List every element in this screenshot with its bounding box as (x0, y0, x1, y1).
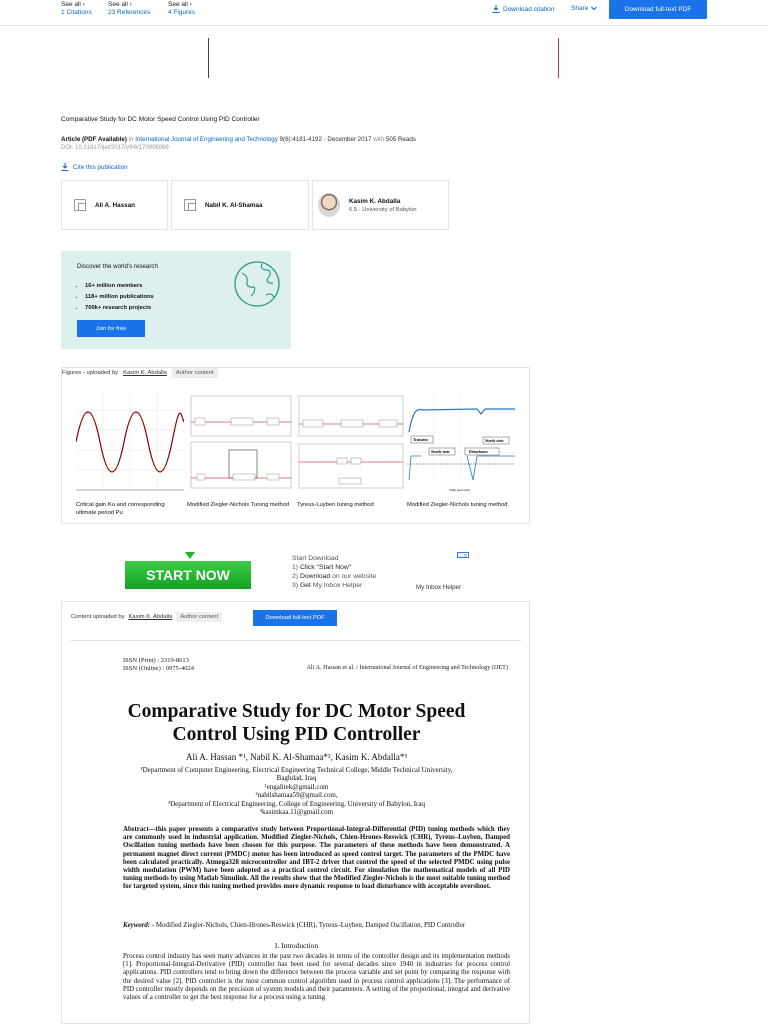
start-now-button[interactable]: START NOW (125, 561, 251, 589)
figure-caption: Modified Ziegler-Nichols Tuning method (187, 502, 290, 508)
avatar[interactable] (318, 193, 340, 217)
figures-stat[interactable] (168, 1, 195, 17)
references-stat[interactable] (108, 1, 150, 17)
discover-heading: Discover the world's research (77, 263, 158, 270)
figure-thumbnail[interactable] (407, 392, 517, 509)
publication-type: Article (PDF Available) (61, 136, 127, 143)
figures-header (62, 368, 218, 378)
divider (70, 640, 521, 641)
issn-print: ISSN (Print) : 2319-8613 (123, 657, 189, 664)
figures-panel (61, 367, 530, 524)
join-for-free-button[interactable]: Join for free (77, 320, 145, 337)
running-header: Ali A. Hassan et al. / International Journal of Engineering and Technology (IJET) (306, 664, 508, 671)
author-name[interactable]: Kasim K. Abdalla (349, 197, 401, 205)
figure-caption: Tyreus-Luyben tuning method (297, 502, 374, 508)
divider (558, 38, 559, 78)
figure-thumbnail[interactable] (76, 392, 186, 517)
citations-count[interactable]: 1 Citations (61, 9, 92, 16)
figure-image (407, 392, 515, 494)
list-item: • 16+ million members (85, 281, 154, 292)
issn-online: ISSN (Online) : 0975-4024 (123, 665, 194, 672)
publication-details: 9(6):4181-4192 · December 2017 (279, 136, 372, 143)
cite-publication-button[interactable] (61, 163, 128, 171)
uploader-link[interactable]: Kasim K. Abdalla (128, 614, 173, 620)
share-label: Share (571, 5, 589, 12)
figures-header-label: Figures - uploaded by (62, 370, 119, 376)
list-item: • 700k+ research projects (85, 303, 154, 314)
in-label: in (128, 136, 134, 143)
download-icon (492, 5, 500, 13)
download-full-text-button[interactable]: Download full-text PDF (253, 610, 337, 626)
author-content-badge: Author content (176, 612, 222, 622)
doi[interactable]: DOI: 10.21817/ijet/2017/v9i6/170906069 (61, 145, 169, 151)
paper-intro: Process control industry has seen many advances in the past two decades in terms of the controller design and its implementation methods [1]. Proportional-Integral-Derivative (PID) controller has been used for several decades since 1940 in industries for process control applications. PID controllers tend to bring down the difference between the process variable and set point by comparing the response with the desired value [2]. PID controller is the most common control algorithm used in process control applications [3]. The performance of PID controller mostly depends on the precision of system models and their parameters. A setting of the proportional, integral and derivative values of a controller to get the best response for a process using a tuning (123, 953, 510, 1002)
paper-keywords: Keyword: - Modified Ziegler-Nichols, Chien-Hrones-Reswick (CHR), Tyreus–Luyben, Damped Oscillation, PID Controller (123, 922, 466, 929)
fig4-xlabel: Time (seconds) (449, 488, 470, 492)
top-bar (0, 0, 768, 26)
author-card[interactable] (312, 180, 449, 230)
author-name[interactable]: Ali A. Hassan (95, 201, 136, 209)
paper-title: Comparative Study for DC Motor Speed Control Using PID Controller (127, 701, 466, 745)
figures-count[interactable]: 4 Figures (168, 9, 196, 16)
ad-line: 2) Download on our website (292, 573, 377, 580)
paper-preview (61, 601, 530, 1024)
see-all-link[interactable]: See all › (61, 1, 85, 8)
ad-banner[interactable] (123, 549, 473, 599)
paper-authors: Ali A. Hassan *¹, Nabil K. Al-Shamaa*², Kasim K. Abdalla*³ (185, 752, 408, 762)
fig4-label-disturbance: Disturbance (469, 450, 488, 454)
cite-label: Cite this publication (73, 163, 128, 171)
author-name[interactable]: Nabil K. Al-Shamaa (205, 201, 263, 209)
with-label: with (373, 136, 385, 143)
content-uploaded-header (71, 612, 222, 622)
reads-count: 505 Reads (385, 136, 416, 143)
uploaded-label: Content uploaded by (71, 614, 125, 620)
author-card[interactable] (61, 180, 168, 230)
figure-caption: Modified Ziegler-Nichols tuning method (407, 502, 508, 508)
arrow-down-icon (185, 552, 195, 559)
citations-stat[interactable] (61, 1, 92, 17)
download-full-text-button[interactable]: Download full-text PDF (609, 0, 707, 19)
figure-thumbnail[interactable] (297, 392, 407, 509)
journal-link[interactable]: International Journal of Engineering and Technology (135, 136, 278, 143)
ad-line: 1) Click "Start Now" (292, 564, 352, 571)
issn-block (123, 657, 194, 673)
list-item: • 118+ million publications (85, 292, 154, 303)
figure-caption: Critical gain Ku and corresponding ultimate period Pu (76, 502, 165, 516)
ad-line: Start Download (292, 555, 339, 562)
paper-affiliations: ¹Department of Computer Engineering, Electrical Engineering Technical College, Middle Technical University, Baghdad, Iraq ¹engalitek@gmail.com ²nabilshamaa59@gmail.com, ³Department of Electrical Engineering, College of Engineering, University of Babylon, Iraq ³kasimkaa.11@gmail.com (140, 766, 453, 817)
author-content-badge: Author content (172, 368, 218, 378)
discover-list (85, 281, 154, 314)
ad-close-icon[interactable]: ⓘ✕ (458, 552, 468, 559)
figure-thumbnail[interactable] (187, 392, 297, 509)
see-all-link[interactable]: See all › (108, 1, 132, 8)
fig4-label-transient: Transient (413, 438, 428, 442)
references-count[interactable]: 23 References (108, 9, 151, 16)
globe-icon (232, 259, 282, 309)
author-placeholder-icon (74, 199, 86, 211)
publication-meta (61, 136, 416, 143)
author-card[interactable] (171, 180, 309, 230)
figure-image (76, 392, 184, 494)
section-heading: I. Introduction (274, 941, 319, 950)
figure-image (187, 392, 295, 494)
ad-text (292, 554, 376, 590)
discover-research-box (61, 251, 291, 349)
share-button[interactable] (571, 5, 597, 12)
publication-title: Comparative Study for DC Motor Speed Control Using PID Controller (61, 116, 260, 123)
divider (208, 38, 209, 78)
uploader-link[interactable]: Kasim K. Abdalla (123, 370, 167, 376)
download-icon (61, 163, 69, 171)
download-citation-label: Download citation (503, 5, 555, 13)
ad-brand: My Inbox Helper (416, 584, 462, 591)
fig4-label-steady-state: Steady state (485, 439, 504, 443)
figure-image (297, 392, 405, 494)
chevron-down-icon (591, 6, 597, 11)
fig4-label-steady-state-2: Steady-state (431, 450, 450, 454)
paper-abstract: Abstract—this paper presents a comparative study between Proportional-Integral-Differential (PID) tuning methods which they are commonly used in industrial application. Modified Ziegler-Nichols, Chien-Hrones-Reswick (CHR), Tyreus–Luyben, Damped Oscillation tuning methods have been chosen for this purpose. The parameters of these methods have been demonstrated. A permanent magnet direct current (PMDC) motor has been introduced as speed control target. The parameters of the PMDC have been calculated practically. Atmega328 microcontroller and IBT-2 driver that control the speed of the selected PMDC using pulse width modulation (PWM) have been adopted as a practical control circuit. For simulation the mathematical models of all PID tuning methods by using Matlab Simulink. All the results show that the Modified Ziegler-Nichols is the most suitable tuning method for targeted system, since this tuning method provides more dynamic response to load disturbance with acceptable overshoot. (123, 826, 510, 891)
see-all-link[interactable]: See all › (168, 1, 192, 8)
ad-line: 3) Get My Inbox Helper (292, 582, 363, 589)
author-affiliation: 6.5 · University of Babylon (349, 206, 417, 213)
author-placeholder-icon (184, 199, 196, 211)
download-citation-button[interactable] (492, 5, 554, 13)
